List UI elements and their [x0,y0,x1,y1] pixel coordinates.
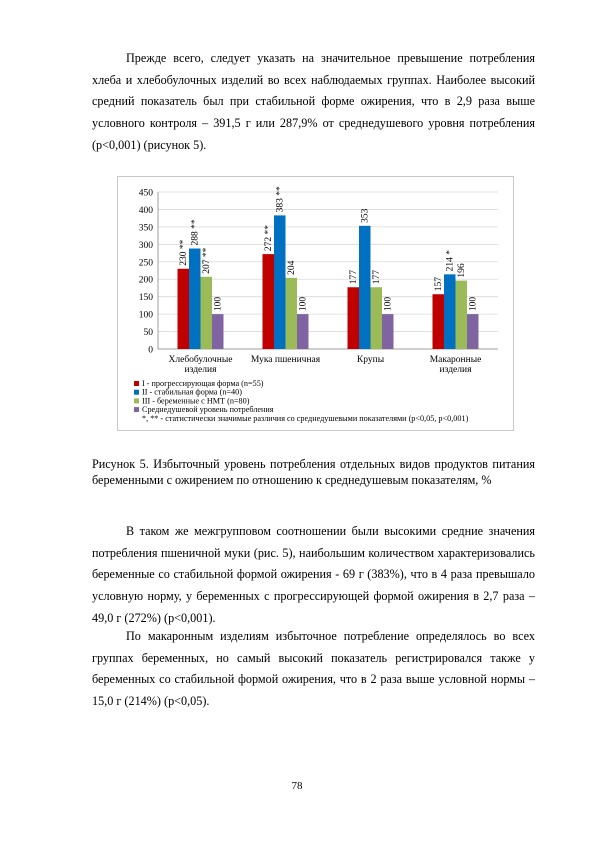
category-label: изделия [439,365,472,375]
bar [467,314,479,349]
legend-swatch [134,398,139,403]
y-tick-label: 300 [138,240,153,251]
data-label: 230 ** [179,239,190,266]
data-label: 196 [457,263,468,278]
y-tick-label: 450 [138,188,153,199]
y-tick-label: 150 [138,293,153,304]
data-label: 383 ** [275,186,286,213]
bar [201,277,213,349]
y-tick-label: 350 [138,223,153,234]
page-number: 78 [291,780,303,792]
category-label: Хлебобулочные [168,355,233,365]
bar [286,278,298,349]
data-label: 204 [287,260,298,275]
data-label: 157 [434,276,445,292]
chart-note: *, ** - статистически значимые различия со среднедушевыми показателями (р<0,05, р<0,001) [142,413,469,423]
data-label: 177 [349,269,360,285]
data-label: 214 * [445,249,456,272]
data-label: 100 [468,296,479,312]
legend-label: II - стабильная форма (n=40) [142,387,242,397]
bar [212,314,224,349]
bar [371,287,383,349]
bar [382,314,394,349]
bar [348,287,360,349]
y-tick-label: 400 [138,205,153,216]
category-label: Макаронные [429,355,482,365]
bar [274,215,286,349]
data-label: 272 ** [264,224,275,252]
legend-swatch [134,381,139,386]
legend-swatch [134,407,139,412]
data-label: 100 [298,296,309,312]
category-label: Крупы [356,355,385,365]
category-label: изделия [184,365,217,375]
category-label: Мука пшеничная [250,355,321,365]
paragraph-flour: В таком же межгрупповом соотношении были высокими средние значения потребления пшеничной муки (рис. 5), наибольшим количеством характеризовались беременные со стабильной формой ожирения - 69 г (383%), что в 4 раза превышало условную норму, у беременных с прогрессирующей формой ожирения в 2,7 раза – 49,0 г (272%) (р<0,001). [92,524,535,625]
figure-5-chart [117,176,514,431]
bar [297,314,309,349]
legend-label: Среднедушевой уровень потребления [142,405,274,415]
data-label: 100 [383,296,394,312]
legend-label: III - беременные с НМТ (n=80) [142,396,250,406]
paragraph-intro: Прежде всего, следует указать на значительное превышение потребления хлеба и хлебобулочных изделий во всех наблюдаемых группах. Наиболее высокий средний показатель был при стабильной форме ожирения, что в 2,9 раза выше условного контроля – 391,5 г или 287,9% от среднедушевого уровня потребления (р<0,001) (рисунок 5). [92,51,535,152]
figure-caption: Рисунок 5. Избыточный уровень потребления отдельных видов продуктов питания беременными с ожирением по отношению к среднедушевым показателям, % [92,457,535,487]
paragraph-pasta: По макаронным изделиям избыточное потребление определялось во всех группах беременных, но самый высокий показатель регистрировался также у беременных со стабильной формой ожирения, что в 2 раза выше условной нормы – 15,0 г (214%) (р<0,05). [92,629,535,709]
data-label: 207 ** [202,247,213,274]
data-label: 100 [213,296,224,312]
bar [444,274,456,349]
y-tick-label: 100 [138,310,153,321]
legend-swatch [134,390,139,395]
data-label: 177 [372,269,383,285]
bar-chart [118,177,513,430]
data-label: 288 ** [190,219,201,246]
bar [359,226,371,349]
y-tick-label: 200 [138,275,153,286]
legend-label: I - прогрессирующая форма (n=55) [142,379,264,388]
bar [178,269,190,349]
bar [263,254,275,349]
y-tick-label: 0 [148,345,153,356]
bar [456,281,468,349]
bar [189,249,201,349]
data-label: 353 [360,208,371,223]
y-tick-label: 50 [143,328,153,339]
bar [433,294,445,349]
y-tick-label: 250 [138,258,153,269]
